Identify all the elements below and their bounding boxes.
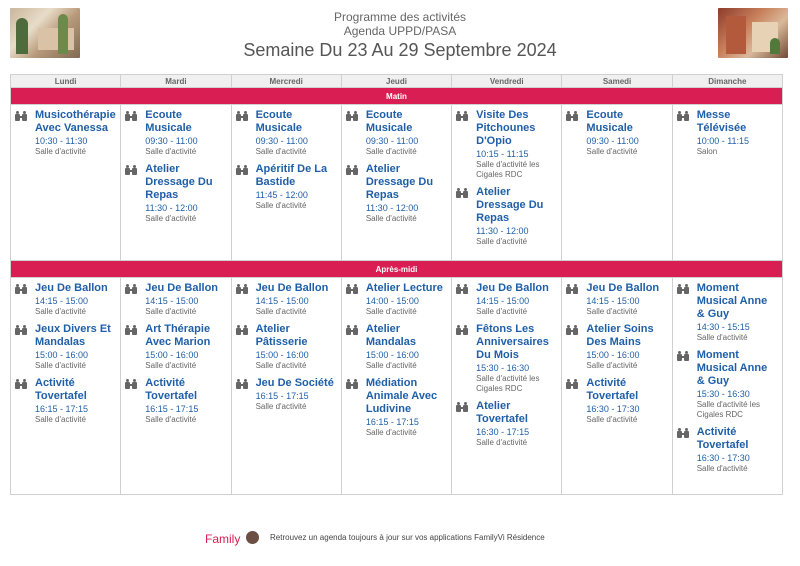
activity-time: 15:00 - 16:00 [365, 350, 419, 360]
activity-title: Atelier Dressage Du Repas [145, 163, 213, 201]
activity-title: Atelier Soins Des Mains [586, 323, 654, 348]
activity-item[interactable] [456, 400, 557, 448]
day-cell [121, 105, 231, 261]
activity-item[interactable] [125, 109, 226, 157]
day-header: Mercredi [231, 75, 341, 88]
days-header-row [11, 75, 783, 88]
activity-time: 10:30 - 11:30 [35, 136, 88, 146]
activity-location: Salle d'activité [145, 214, 197, 223]
activity-location: Salon [696, 147, 718, 156]
day-cell [672, 278, 782, 495]
activity-time: 09:30 - 11:00 [145, 136, 198, 146]
activity-title: Jeu De Société [255, 377, 334, 389]
day-cell [231, 105, 341, 261]
activity-time: 15:00 - 16:00 [586, 350, 640, 360]
activity-location: Salle d'activité [365, 428, 417, 437]
activity-item[interactable] [566, 109, 667, 157]
activity-location: Salle d'activité [255, 361, 307, 370]
header-title: Programme des activités [333, 10, 467, 24]
activity-location: Salle d'activité [476, 237, 528, 246]
people-activity-icon [125, 111, 139, 121]
day-header: Vendredi [452, 75, 562, 88]
activity-title: Atelier Mandalas [365, 323, 416, 348]
activity-time: 14:15 - 15:00 [145, 296, 199, 306]
activity-item[interactable] [15, 109, 116, 157]
activity-title: Atelier Pâtisserie [255, 323, 308, 348]
people-activity-icon [15, 325, 29, 335]
activity-location: Salle d'activité [476, 307, 528, 316]
afternoon-row [11, 278, 783, 495]
day-header: Samedi [562, 75, 672, 88]
activity-title: Jeu De Ballon [255, 282, 329, 294]
people-activity-icon [677, 284, 691, 294]
activity-time: 16:30 - 17:30 [586, 404, 640, 414]
people-activity-icon [677, 428, 691, 438]
day-cell [341, 278, 451, 495]
activity-location: Salle d'activité [365, 214, 417, 223]
activity-time: 14:15 - 15:00 [255, 296, 309, 306]
people-activity-icon [677, 111, 691, 121]
activity-time: 16:30 - 17:15 [476, 427, 530, 437]
activity-location: Salle d'activité [145, 307, 197, 316]
day-cell [231, 278, 341, 495]
activity-item[interactable] [125, 282, 226, 317]
familyvi-logo-text: Family [205, 532, 241, 546]
activity-title: Moment Musical Anne & Guy [696, 349, 768, 387]
activity-item[interactable] [15, 282, 116, 317]
activity-item[interactable] [566, 377, 667, 425]
activity-item[interactable] [346, 163, 447, 224]
activity-item[interactable] [566, 282, 667, 317]
people-activity-icon [236, 325, 250, 335]
activity-title: Jeux Divers Et Mandalas [35, 323, 111, 348]
people-activity-icon [346, 379, 360, 389]
people-activity-icon [15, 379, 29, 389]
activity-time: 16:30 - 17:30 [696, 453, 750, 463]
activity-location: Salle d'activité [365, 361, 417, 370]
activity-item[interactable] [15, 323, 116, 371]
activity-title: Jeu De Ballon [586, 282, 660, 294]
activity-time: 10:15 - 11:15 [476, 149, 529, 159]
activity-title: Atelier Dressage Du Repas [365, 163, 434, 201]
activity-title: Fêtons Les Anniversaires Du Mois [476, 323, 549, 361]
day-cell [121, 278, 231, 495]
people-activity-icon [236, 165, 250, 175]
activity-item[interactable] [456, 186, 557, 247]
header-subtitle: Agenda UPPD/PASA [343, 24, 457, 38]
activity-title: Art Thérapie Avec Marion [145, 323, 211, 348]
activity-item[interactable] [125, 377, 226, 425]
people-activity-icon [346, 111, 360, 121]
footer [0, 531, 800, 547]
activity-title: Ecoute Musicale [586, 109, 633, 134]
activity-title: Atelier Lecture [365, 282, 443, 294]
activity-time: 15:30 - 16:30 [476, 363, 530, 373]
day-cell [11, 278, 121, 495]
people-activity-icon [125, 379, 139, 389]
activity-title: Activité Tovertafel [35, 377, 87, 402]
activity-title: Musicothérapie Avec Vanessa [35, 109, 116, 134]
activity-time: 14:15 - 15:00 [586, 296, 640, 306]
day-cell [341, 105, 451, 261]
activity-time: 16:15 - 17:15 [35, 404, 89, 414]
activity-title: Activité Tovertafel [145, 377, 198, 402]
people-activity-icon [566, 111, 580, 121]
activity-title: Médiation Animale Avec Ludivine [365, 377, 438, 415]
activity-item[interactable] [236, 163, 337, 211]
activity-time: 14:30 - 15:15 [696, 322, 750, 332]
people-activity-icon [456, 402, 470, 412]
day-header: Jeudi [341, 75, 451, 88]
morning-row [11, 105, 783, 261]
people-activity-icon [566, 325, 580, 335]
people-activity-icon [125, 284, 139, 294]
day-cell [452, 278, 562, 495]
afternoon-label: Après-midi [11, 261, 783, 278]
familyvi-logo-icon [246, 531, 259, 544]
activity-title: Jeu De Ballon [35, 282, 108, 294]
activity-item[interactable] [346, 323, 447, 371]
activity-title: Jeu De Ballon [476, 282, 549, 294]
people-activity-icon [566, 284, 580, 294]
people-activity-icon [456, 284, 470, 294]
activity-time: 16:15 - 17:15 [145, 404, 199, 414]
people-activity-icon [346, 284, 360, 294]
activity-time: 14:15 - 15:00 [35, 296, 89, 306]
activity-item[interactable] [236, 323, 337, 371]
activity-location: Salle d'activité [145, 361, 197, 370]
activity-time: 14:15 - 15:00 [476, 296, 530, 306]
activity-item[interactable] [236, 377, 337, 412]
activities-calendar [10, 74, 783, 495]
week-title: Semaine Du 23 Au 29 Septembre 2024 [243, 40, 557, 60]
footer-text: Retrouvez un agenda toujours à jour sur vos applications FamilyVi Résidence [270, 533, 545, 542]
activity-title: Ecoute Musicale [365, 109, 413, 134]
day-cell [11, 105, 121, 261]
people-activity-icon [677, 351, 691, 361]
activity-item[interactable] [125, 163, 226, 224]
activity-item[interactable] [125, 323, 226, 371]
people-activity-icon [15, 111, 29, 121]
activity-title: Atelier Tovertafel [476, 400, 528, 425]
activity-title: Ecoute Musicale [145, 109, 192, 134]
activity-location: Salle d'activité [586, 147, 638, 156]
activity-location: Salle d'activité [586, 361, 638, 370]
day-header: Dimanche [672, 75, 782, 88]
day-cell [452, 105, 562, 261]
people-activity-icon [236, 111, 250, 121]
activity-title: Activité Tovertafel [586, 377, 639, 402]
activity-location: Salle d'activité [35, 147, 86, 156]
activity-time: 11:30 - 12:00 [365, 203, 419, 213]
activity-title: Moment Musical Anne & Guy [696, 282, 768, 320]
day-header: Mardi [121, 75, 231, 88]
activity-item[interactable] [456, 109, 557, 180]
day-cell [562, 278, 672, 495]
people-activity-icon [125, 165, 139, 175]
activity-location: Salle d'activité les Cigales RDC [696, 400, 761, 419]
activity-time: 16:15 - 17:15 [365, 417, 419, 427]
activity-title: Messe Télévisée [696, 109, 747, 134]
activity-time: 11:30 - 12:00 [145, 203, 198, 213]
activity-location: Salle d'activité [365, 307, 417, 316]
activity-title: Activité Tovertafel [696, 426, 749, 451]
people-activity-icon [236, 379, 250, 389]
people-activity-icon [236, 284, 250, 294]
day-header: Lundi [11, 75, 121, 88]
activity-location: Salle d'activité [35, 307, 86, 316]
activity-time: 09:30 - 11:00 [255, 136, 308, 146]
activity-item[interactable] [677, 349, 778, 420]
activity-location: Salle d'activité [145, 415, 197, 424]
activity-item[interactable] [236, 282, 337, 317]
activity-item[interactable] [346, 282, 447, 317]
people-activity-icon [125, 325, 139, 335]
activity-time: 15:00 - 16:00 [35, 350, 89, 360]
activity-location: Salle d'activité [255, 201, 307, 210]
day-cell [672, 105, 782, 261]
people-activity-icon [346, 325, 360, 335]
activity-location: Salle d'activité [145, 147, 197, 156]
morning-band [11, 88, 783, 105]
activity-location: Salle d'activité [586, 307, 638, 316]
activity-item[interactable] [456, 282, 557, 317]
activity-item[interactable] [346, 377, 447, 438]
activity-location: Salle d'activité les Cigales RDC [476, 374, 540, 393]
activity-title: Ecoute Musicale [255, 109, 303, 134]
activity-location: Salle d'activité [586, 415, 638, 424]
activity-time: 15:30 - 16:30 [696, 389, 750, 399]
activity-location: Salle d'activité [35, 361, 86, 370]
activity-location: Salle d'activité [365, 147, 417, 156]
people-activity-icon [456, 325, 470, 335]
activity-item[interactable] [236, 109, 337, 157]
activity-time: 10:00 - 11:15 [696, 136, 750, 146]
activity-location: Salle d'activité [696, 333, 748, 342]
people-activity-icon [566, 379, 580, 389]
activity-time: 15:00 - 16:00 [145, 350, 199, 360]
activity-title: Atelier Dressage Du Repas [476, 186, 544, 224]
activity-item[interactable] [15, 377, 116, 425]
activity-time: 15:00 - 16:00 [255, 350, 309, 360]
activity-time: 09:30 - 11:00 [586, 136, 639, 146]
activity-time: 14:00 - 15:00 [365, 296, 419, 306]
people-activity-icon [456, 111, 470, 121]
morning-label: Matin [11, 88, 783, 105]
page-header [0, 10, 800, 61]
people-activity-icon [346, 165, 360, 175]
activity-item[interactable] [346, 109, 447, 157]
activity-location: Salle d'activité [255, 402, 307, 411]
activity-time: 09:30 - 11:00 [365, 136, 419, 146]
activity-item[interactable] [677, 109, 778, 157]
activity-item[interactable] [677, 426, 778, 474]
activity-location: Salle d'activité [255, 307, 307, 316]
activity-time: 16:15 - 17:15 [255, 391, 309, 401]
activity-title: Jeu De Ballon [145, 282, 219, 294]
activity-location: Salle d'activité [696, 464, 748, 473]
people-activity-icon [15, 284, 29, 294]
activity-item[interactable] [566, 323, 667, 371]
activity-title: Apéritif De La Bastide [255, 163, 328, 188]
people-activity-icon [456, 188, 470, 198]
activity-item[interactable] [456, 323, 557, 394]
day-cell [562, 105, 672, 261]
activity-location: Salle d'activité [255, 147, 307, 156]
activity-item[interactable] [677, 282, 778, 343]
activity-location: Salle d'activité [35, 415, 86, 424]
activity-title: Visite Des Pitchounes D'Opio [476, 109, 536, 147]
activity-time: 11:30 - 12:00 [476, 226, 529, 236]
activity-time: 11:45 - 12:00 [255, 190, 308, 200]
activity-location: Salle d'activité [476, 438, 528, 447]
afternoon-band [11, 261, 783, 278]
activity-location: Salle d'activité les Cigales RDC [476, 160, 540, 179]
